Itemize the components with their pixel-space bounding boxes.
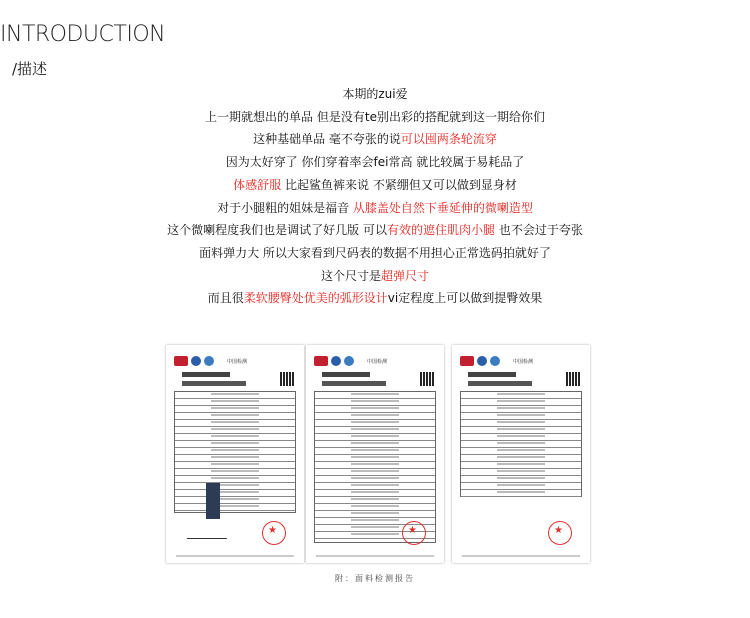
- table-row: [315, 462, 435, 469]
- table-row: [175, 448, 295, 455]
- report-table: [460, 391, 582, 497]
- description-line: [0, 83, 750, 106]
- table-row: [175, 476, 295, 483]
- report-brand: 中国检测: [367, 358, 388, 365]
- table-row: [461, 490, 581, 497]
- body-text: 面料弹力大 所以大家看到尺码表的数据不用担心正常选码拍就好了: [199, 245, 551, 260]
- table-row: [315, 448, 435, 455]
- table-row: [175, 504, 295, 511]
- body-text: 对于小腿粗的姐妹是福音: [217, 200, 353, 215]
- table-row: [461, 469, 581, 476]
- cma-logo-icon: [174, 356, 188, 366]
- section-title: INTRODUCTION: [0, 22, 166, 47]
- table-row: [315, 406, 435, 413]
- highlight-text: 超弹尺寸: [381, 268, 430, 283]
- highlight-text: 从膝盖处自然下垂延伸的微喇造型: [352, 200, 533, 215]
- table-row: [461, 476, 581, 483]
- table-row: [461, 455, 581, 462]
- table-row: [461, 448, 581, 455]
- description-line: [0, 265, 750, 288]
- pants-photo: [206, 483, 220, 519]
- table-row: [461, 413, 581, 420]
- table-row: [461, 441, 581, 448]
- cnas-logo-icon: [344, 356, 354, 366]
- table-row: [461, 462, 581, 469]
- description-line: [0, 287, 750, 310]
- table-row: [175, 413, 295, 420]
- table-row: [461, 420, 581, 427]
- description-text: [0, 83, 750, 310]
- table-row: [315, 490, 435, 497]
- table-row: [461, 483, 581, 490]
- highlight-text: 柔软腰臀处优美的弧形设计: [243, 291, 388, 306]
- section-subtitle: /描述: [12, 60, 48, 78]
- table-row: [175, 483, 295, 490]
- description-line: [0, 174, 750, 197]
- body-text: 而且很: [207, 291, 244, 306]
- table-row: [315, 483, 435, 490]
- table-row: [461, 427, 581, 434]
- test-report-page-1[interactable]: [166, 345, 304, 563]
- table-row: [315, 455, 435, 462]
- table-row: [315, 497, 435, 504]
- qr-code-icon: [420, 372, 434, 386]
- body-text: 这种基础单品 毫不夸张的说: [253, 132, 401, 147]
- table-row: [315, 434, 435, 441]
- description-line: [0, 128, 750, 151]
- table-row: [315, 504, 435, 511]
- report-caption: 附：面料检测报告: [335, 574, 415, 583]
- table-row: [175, 441, 295, 448]
- cnas-logo-icon: [204, 356, 214, 366]
- report-brand: 中国检测: [513, 358, 534, 365]
- table-row: [175, 497, 295, 504]
- table-row: [175, 490, 295, 497]
- body-text: vi定程度上可以做到提臀效果: [387, 291, 543, 306]
- table-row: [315, 413, 435, 420]
- body-text: 这个微喇程度我们也是调试了好几版 可以: [167, 223, 387, 238]
- table-row: [315, 392, 435, 399]
- table-row: [175, 434, 295, 441]
- cnas-logo-icon: [490, 356, 500, 366]
- table-row: [315, 511, 435, 518]
- ilac-logo-icon: [477, 356, 487, 366]
- table-row: [315, 420, 435, 427]
- description-line: [0, 242, 750, 265]
- table-row: [175, 427, 295, 434]
- highlight-text: 有效的遮住肌肉小腿: [386, 223, 495, 238]
- seal-stamp-icon: [402, 521, 426, 545]
- body-text: 比起鲨鱼裤来说 不紧绷但又可以做到显身材: [281, 177, 517, 192]
- table-row: [315, 399, 435, 406]
- table-row: [461, 399, 581, 406]
- cma-logo-icon: [314, 356, 328, 366]
- description-line: [0, 197, 750, 220]
- table-row: [175, 455, 295, 462]
- body-text: 也不会过于夸张: [495, 223, 583, 238]
- table-row: [461, 406, 581, 413]
- table-row: [175, 420, 295, 427]
- seal-stamp-icon: [262, 521, 286, 545]
- test-report-page-3[interactable]: [452, 345, 590, 563]
- ilac-logo-icon: [331, 356, 341, 366]
- table-row: [315, 469, 435, 476]
- signature: [187, 532, 230, 539]
- report-brand: 中国检测: [227, 358, 248, 365]
- table-row: [315, 427, 435, 434]
- cma-logo-icon: [460, 356, 474, 366]
- ilac-logo-icon: [191, 356, 201, 366]
- seal-stamp-icon: [548, 521, 572, 545]
- body-text: 本期的zui爱: [342, 87, 408, 101]
- test-report-gallery: [0, 345, 750, 565]
- body-text: 因为太好穿了 你们穿着率会fei常高 就比较属于易耗品了: [225, 155, 525, 170]
- body-text: 上一期就想出的单品 但是没有te别出彩的搭配就到这一期给你们: [205, 109, 545, 124]
- description-line: [0, 151, 750, 174]
- table-row: [175, 392, 295, 399]
- description-line: [0, 219, 750, 242]
- table-row: [315, 476, 435, 483]
- table-row: [175, 399, 295, 406]
- qr-code-icon: [280, 372, 294, 386]
- report-table: [314, 391, 436, 543]
- highlight-text: 可以囤两条轮流穿: [400, 132, 497, 147]
- table-row: [175, 462, 295, 469]
- table-row: [461, 392, 581, 399]
- table-row: [175, 406, 295, 413]
- table-row: [461, 434, 581, 441]
- test-report-page-2[interactable]: [306, 345, 444, 563]
- qr-code-icon: [566, 372, 580, 386]
- highlight-text: 体感舒服: [233, 177, 282, 192]
- table-row: [315, 441, 435, 448]
- table-row: [175, 469, 295, 476]
- description-line: [0, 106, 750, 129]
- body-text: 这个尺寸是: [320, 268, 381, 283]
- report-table: [174, 391, 296, 513]
